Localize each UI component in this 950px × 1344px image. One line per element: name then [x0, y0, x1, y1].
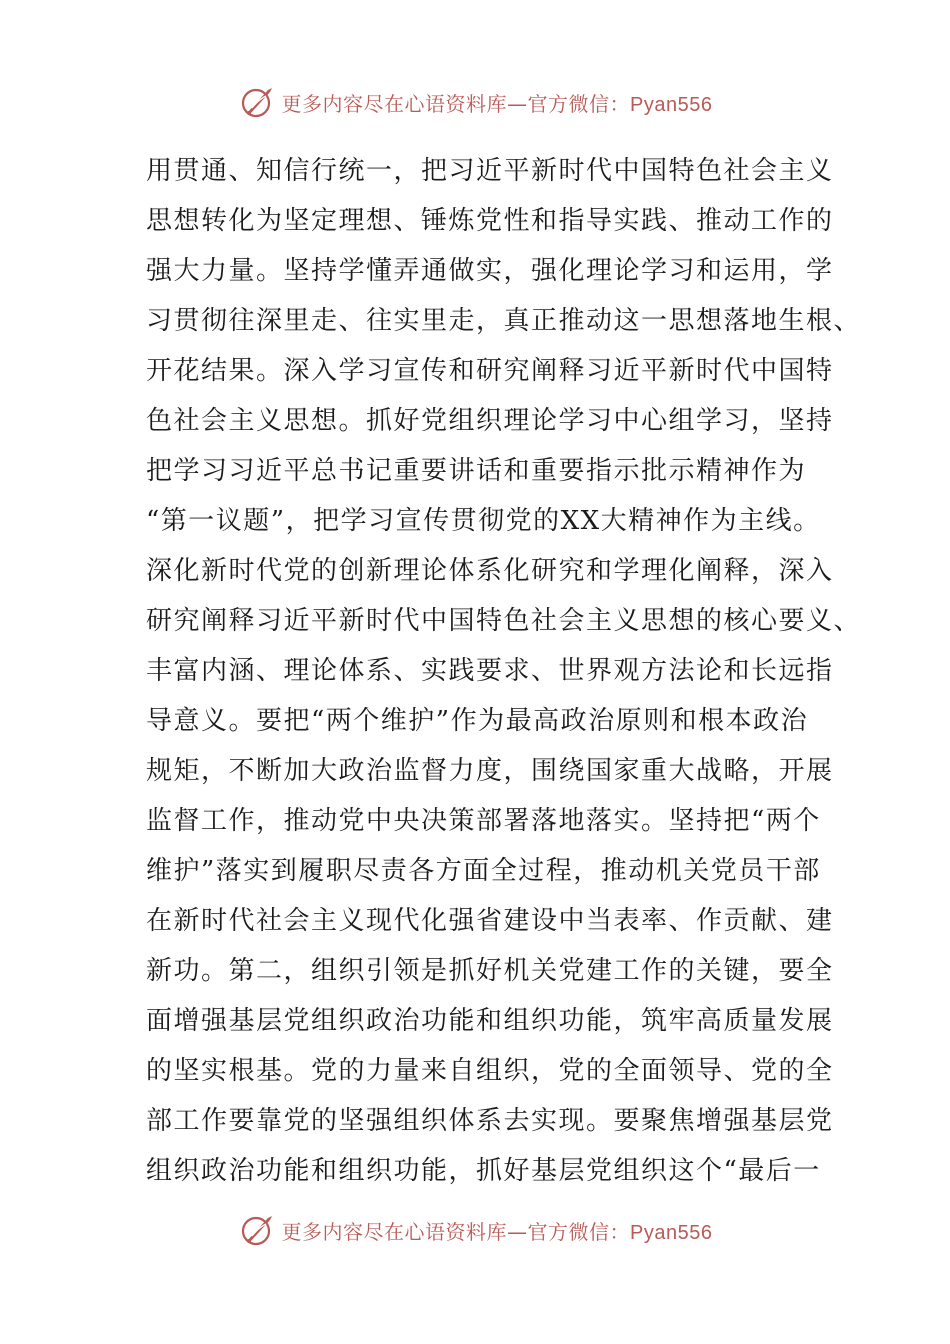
- header-site-text: 更多内容尽在心语资料库: [281, 91, 508, 116]
- header-wechat-label: 官方微信：: [527, 91, 631, 116]
- body-line: 组织政治功能和组织功能，抓好基层党组织这个“最后一: [146, 1156, 821, 1186]
- footer-banner: [0, 1208, 950, 1252]
- body-line: 开花结果。深入学习宣传和研究阐释习近平新时代中国特: [146, 356, 834, 386]
- footer-wechat-id: Pyan556: [630, 1221, 713, 1244]
- body-line: 监督工作，推动党中央决策部署落地落实。坚持把“两个: [146, 806, 821, 836]
- footer-site-text: 更多内容尽在心语资料库: [281, 1219, 508, 1244]
- body-line: 规矩，不断加大政治监督力度，围绕国家重大战略，开展: [146, 756, 834, 786]
- body-line: 思想转化为坚定理想、锤炼党性和指导实践、推动工作的: [146, 206, 834, 236]
- header-text: [282, 88, 713, 117]
- body-line: 色社会主义思想。抓好党组织理论学习中心组学习，坚持: [146, 406, 834, 436]
- body-line: “第一议题”，把学习宣传贯彻党的XX大精神作为主线。: [146, 506, 821, 536]
- body-line: 维护”落实到履职尽责各方面全过程，推动机关党员干部: [146, 856, 821, 886]
- body-line: 新功。第二，组织引领是抓好机关党建工作的关键，要全: [146, 956, 834, 986]
- quill-logo-icon: [238, 82, 278, 122]
- document-body: [146, 146, 862, 1196]
- body-line: 导意义。要把“两个维护”作为最高政治原则和根本政治: [146, 706, 809, 736]
- footer-wechat-label: 官方微信：: [527, 1219, 631, 1244]
- body-line: 的坚实根基。党的力量来自组织，党的全面领导、党的全: [146, 1056, 834, 1086]
- body-line: 面增强基层党组织政治功能和组织功能，筑牢高质量发展: [146, 1006, 834, 1036]
- header-separator: —: [507, 91, 528, 116]
- body-line: 强大力量。坚持学懂弄通做实，强化理论学习和运用，学: [146, 256, 834, 286]
- body-line: 把学习习近平总书记重要讲话和重要指示批示精神作为: [146, 456, 807, 486]
- footer-text: [282, 1216, 713, 1245]
- body-line: 用贯通、知信行统一，把习近平新时代中国特色社会主义: [146, 156, 834, 186]
- body-line: 习贯彻往深里走、往实里走，真正推动这一思想落地生根、: [146, 306, 862, 336]
- body-line: 在新时代社会主义现代化强省建设中当表率、作贡献、建: [146, 906, 834, 936]
- body-line: 丰富内涵、理论体系、实践要求、世界观方法论和长远指: [146, 656, 834, 686]
- header-banner: [0, 80, 950, 124]
- body-line: 深化新时代党的创新理论体系化研究和学理化阐释，深入: [146, 556, 834, 586]
- body-line: 部工作要靠党的坚强组织体系去实现。要聚焦增强基层党: [146, 1106, 834, 1136]
- header-wechat-id: Pyan556: [630, 93, 713, 116]
- footer-separator: —: [507, 1219, 528, 1244]
- body-line: 研究阐释习近平新时代中国特色社会主义思想的核心要义、: [146, 606, 862, 636]
- quill-logo-icon: [238, 1210, 278, 1250]
